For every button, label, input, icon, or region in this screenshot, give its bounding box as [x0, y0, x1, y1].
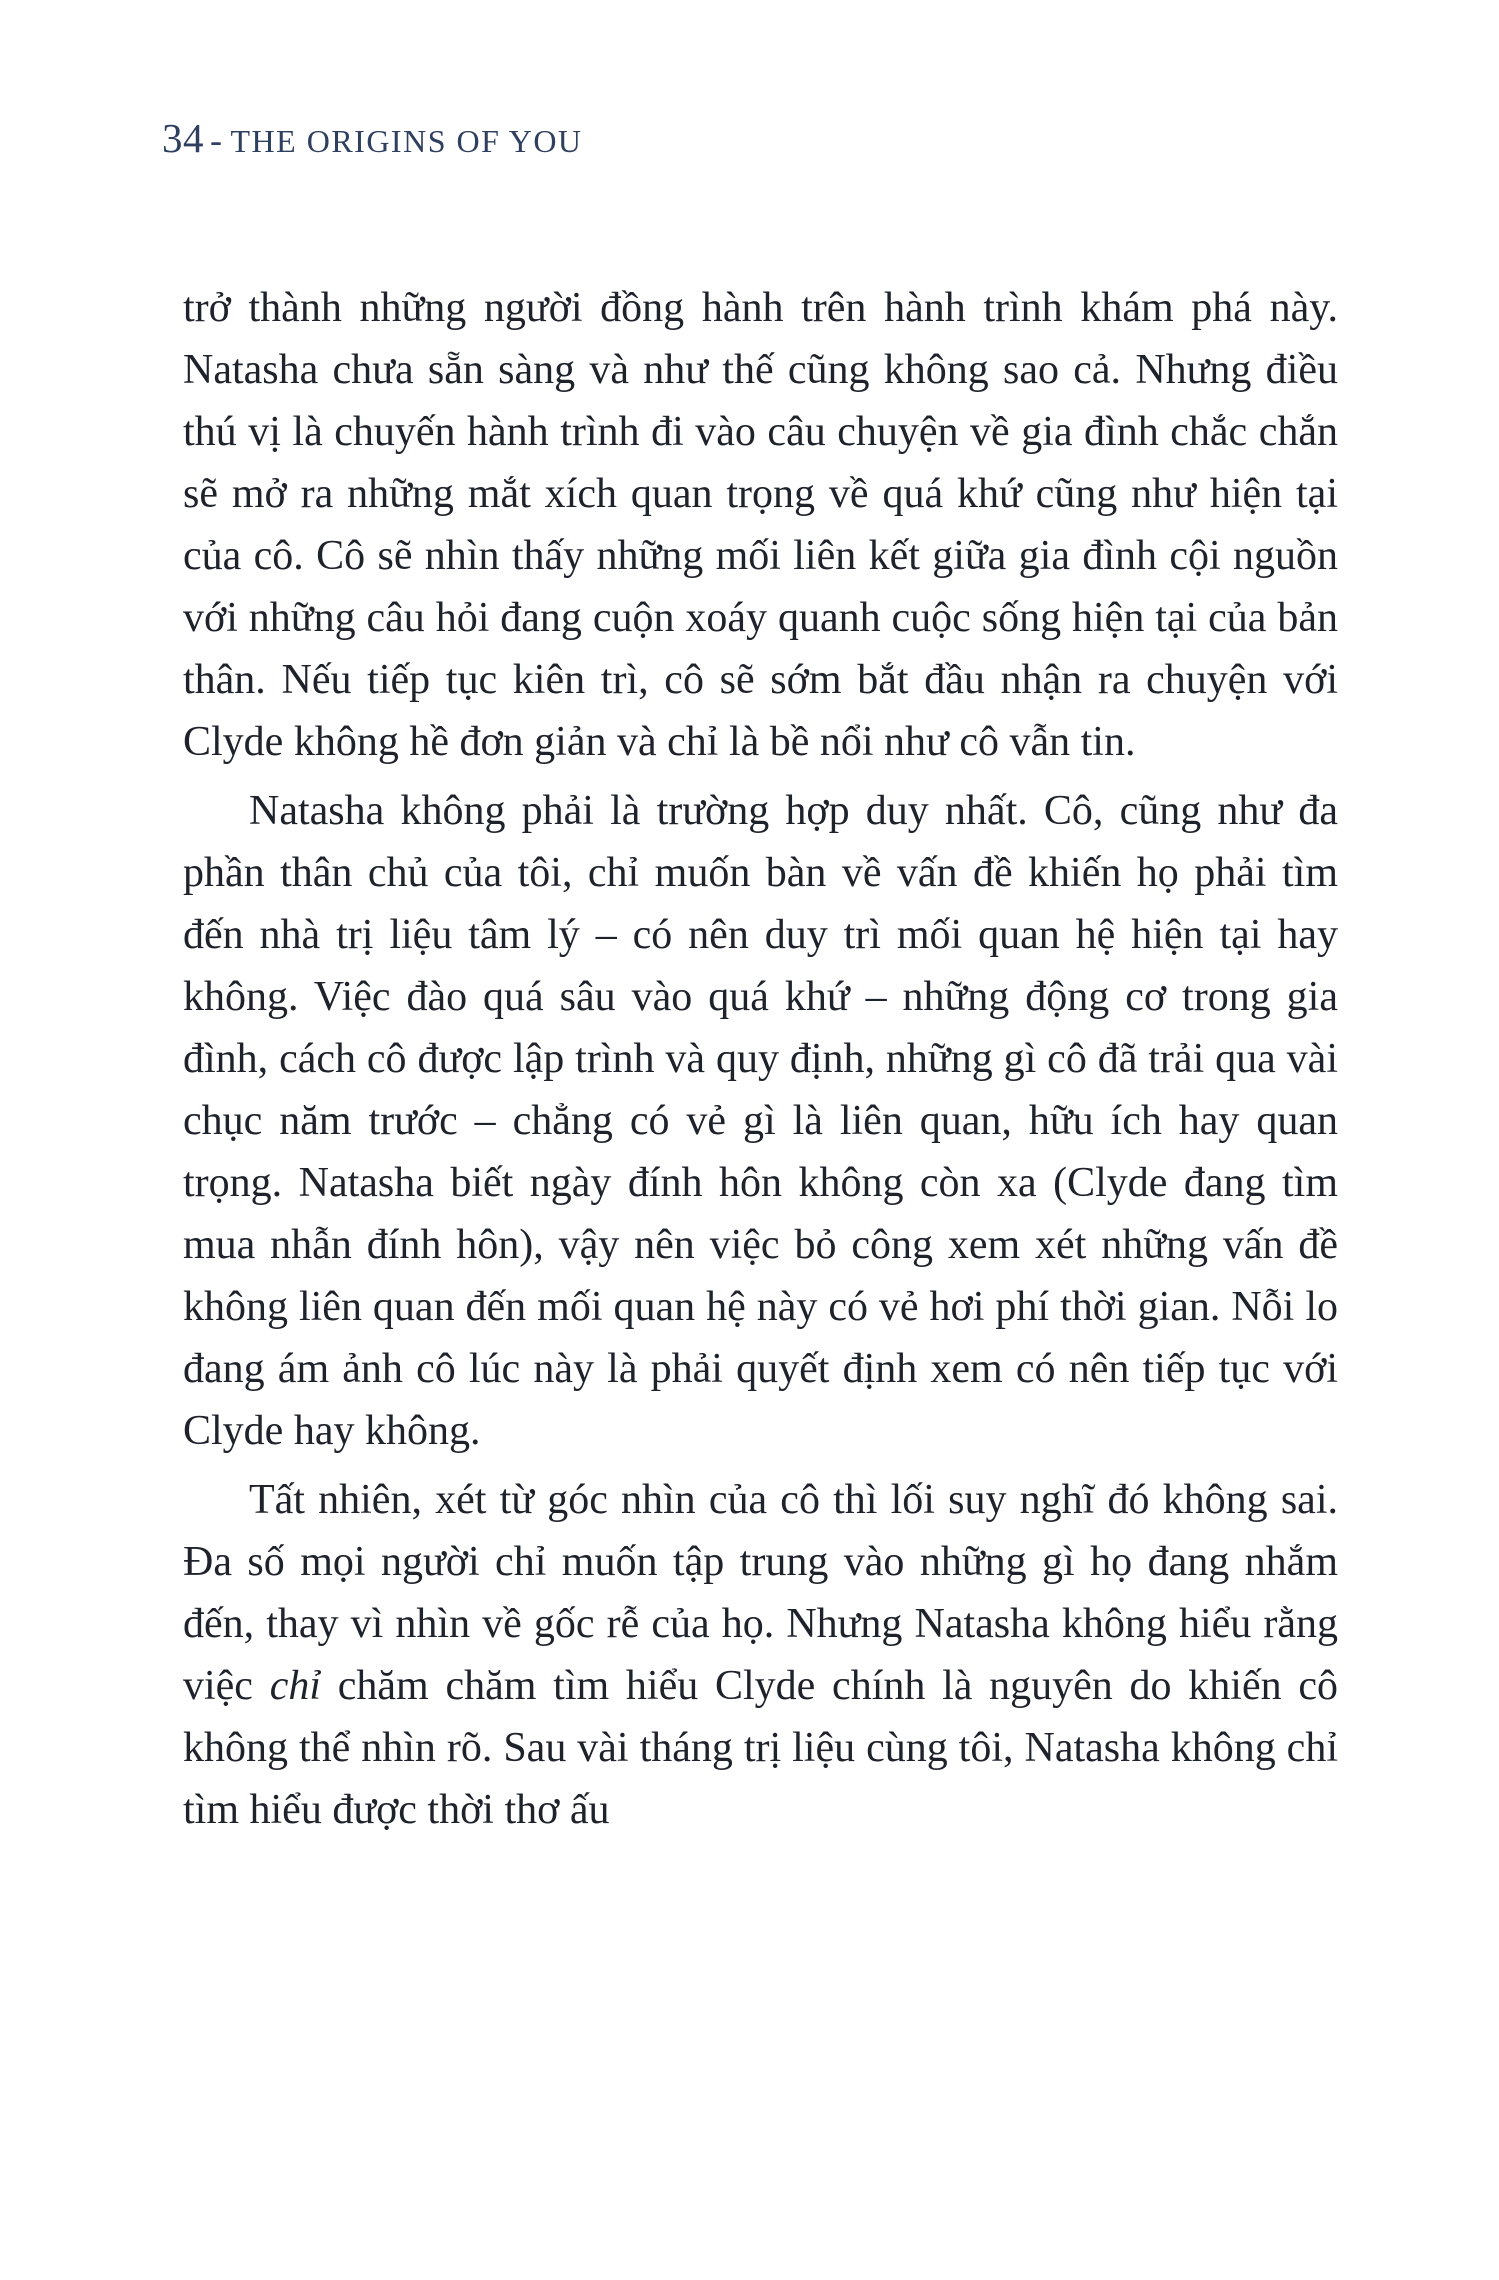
header-separator: - — [210, 120, 223, 160]
paragraph-text: Natasha không phải là trường hợp duy nhất. Cô, cũng như đa phần thân chủ của tôi, chỉ muốn bàn về vấn đề khiến họ phải tìm đến nhà trị liệu tâm lý – có nên duy trì mối quan hệ hiện tại hay không. Việc đào quá sâu vào quá khứ – những động cơ trong gia đình, cách cô được lập trình và quy định, những gì cô đã trải qua vài chục năm trước – chẳng có vẻ gì là liên quan, hữu ích hay quan trọng. Natasha biết ngày đính hôn không còn xa (Clyde đang tìm mua nhẫn đính hôn), vậy nên việc bỏ công xem xét những vấn đề không liên quan đến mối quan hệ này có vẻ hơi phí thời gian. Nỗi lo đang ám ảnh cô lúc này là phải quyết định xem có nên tiếp tục với Clyde hay không. — [183, 788, 1338, 1454]
paragraph-text: chăm chăm tìm hiểu Clyde chính là nguyên do khiến cô không thể nhìn rõ. Sau vài tháng trị liệu cùng tôi, Natasha không chỉ tìm hiểu được thời thơ ấu — [183, 1663, 1338, 1833]
book-title: THE ORIGINS OF YOU — [230, 123, 583, 159]
paragraph — [183, 780, 1338, 1462]
page-number: 34 — [162, 115, 204, 161]
paragraph-text: Tất nhiên, xét từ góc nhìn của cô thì lối suy nghĩ đó không sai. Đa số mọi người chỉ muốn tập trung vào những gì họ đang nhắm đến, thay vì nhìn về gốc rễ của họ. Nhưng Natasha không hiểu rằng việc — [183, 1477, 1338, 1709]
emphasis-text: chỉ — [269, 1663, 322, 1709]
paragraph — [183, 277, 1338, 773]
paragraph — [183, 1469, 1338, 1841]
body-text-block — [183, 277, 1338, 1848]
paragraph-text: trở thành những người đồng hành trên hành trình khám phá này. Natasha chưa sẵn sàng và như thế cũng không sao cả. Nhưng điều thú vị là chuyến hành trình đi vào câu chuyện về gia đình chắc chắn sẽ mở ra những mắt xích quan trọng về quá khứ cũng như hiện tại của cô. Cô sẽ nhìn thấy những mối liên kết giữa gia đình cội nguồn với những câu hỏi đang cuộn xoáy quanh cuộc sống hiện tại của bản thân. Nếu tiếp tục kiên trì, cô sẽ sớm bắt đầu nhận ra chuyện với Clyde không hề đơn giản và chỉ là bề nổi như cô vẫn tin. — [183, 285, 1338, 765]
running-header — [162, 115, 583, 161]
